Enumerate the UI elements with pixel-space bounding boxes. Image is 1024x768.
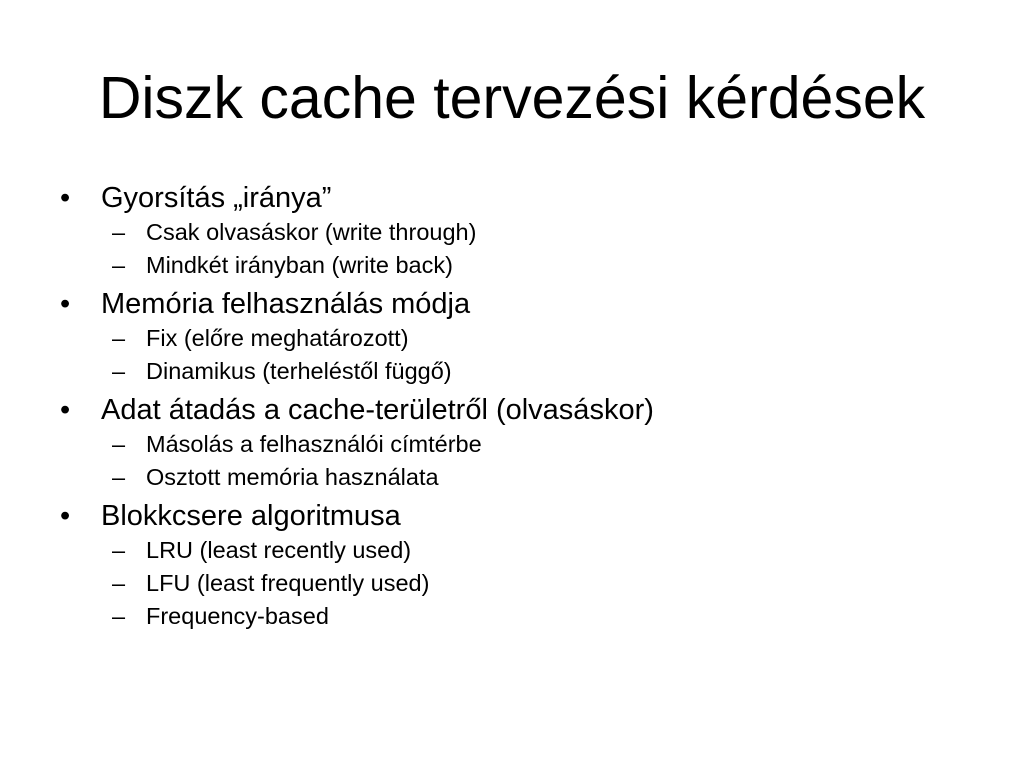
bullet-item [0,286,1024,322]
sub-bullet-item [0,249,1024,282]
sub-bullet-text: Fix (előre meghatározott) [146,325,409,351]
sub-bullet-text: LFU (least frequently used) [146,570,430,596]
sub-bullet-item [0,355,1024,388]
sub-bullet-item [0,428,1024,461]
sub-bullet-marker: – [112,570,126,596]
bullet-item [0,392,1024,428]
sub-bullet-text: Osztott memória használata [146,464,439,490]
bullet-text: Memória felhasználás módja [101,288,471,320]
bullet-marker: • [60,394,71,426]
bullet-text: Blokkcsere algoritmusa [101,500,401,532]
slide-title: Diszk cache tervezési kérdések [98,65,926,131]
sub-bullet-marker: – [112,464,126,490]
sub-bullet-marker: – [112,325,126,351]
sub-bullet-marker: – [112,603,126,629]
sub-bullet-marker: – [112,252,126,278]
sub-bullet-item [0,322,1024,355]
sub-bullet-text: Mindkét irányban (write back) [146,252,453,278]
sub-bullet-item [0,534,1024,567]
sub-bullet-text: LRU (least recently used) [146,537,412,563]
bullet-item [0,498,1024,534]
sub-bullet-item [0,600,1024,633]
sub-bullet-marker: – [112,219,126,245]
bullet-marker: • [60,500,71,532]
sub-bullet-marker: – [112,537,126,563]
sub-bullet-text: Dinamikus (terheléstől függő) [146,358,452,384]
sub-bullet-text: Csak olvasáskor (write through) [146,219,477,245]
bullet-item [0,180,1024,216]
sub-bullet-item [0,567,1024,600]
bullet-text: Adat átadás a cache-területről (olvasáskor) [101,394,654,426]
sub-bullet-marker: – [112,358,126,384]
bullet-text: Gyorsítás „iránya” [101,182,332,214]
sub-bullet-text: Másolás a felhasználói címtérbe [146,431,482,457]
sub-bullet-item [0,461,1024,494]
bullet-marker: • [60,288,71,320]
sub-bullet-text: Frequency-based [146,603,329,629]
sub-bullet-marker: – [112,431,126,457]
bullet-marker: • [60,182,71,214]
sub-bullet-item [0,216,1024,249]
bullet-list [0,180,1024,633]
